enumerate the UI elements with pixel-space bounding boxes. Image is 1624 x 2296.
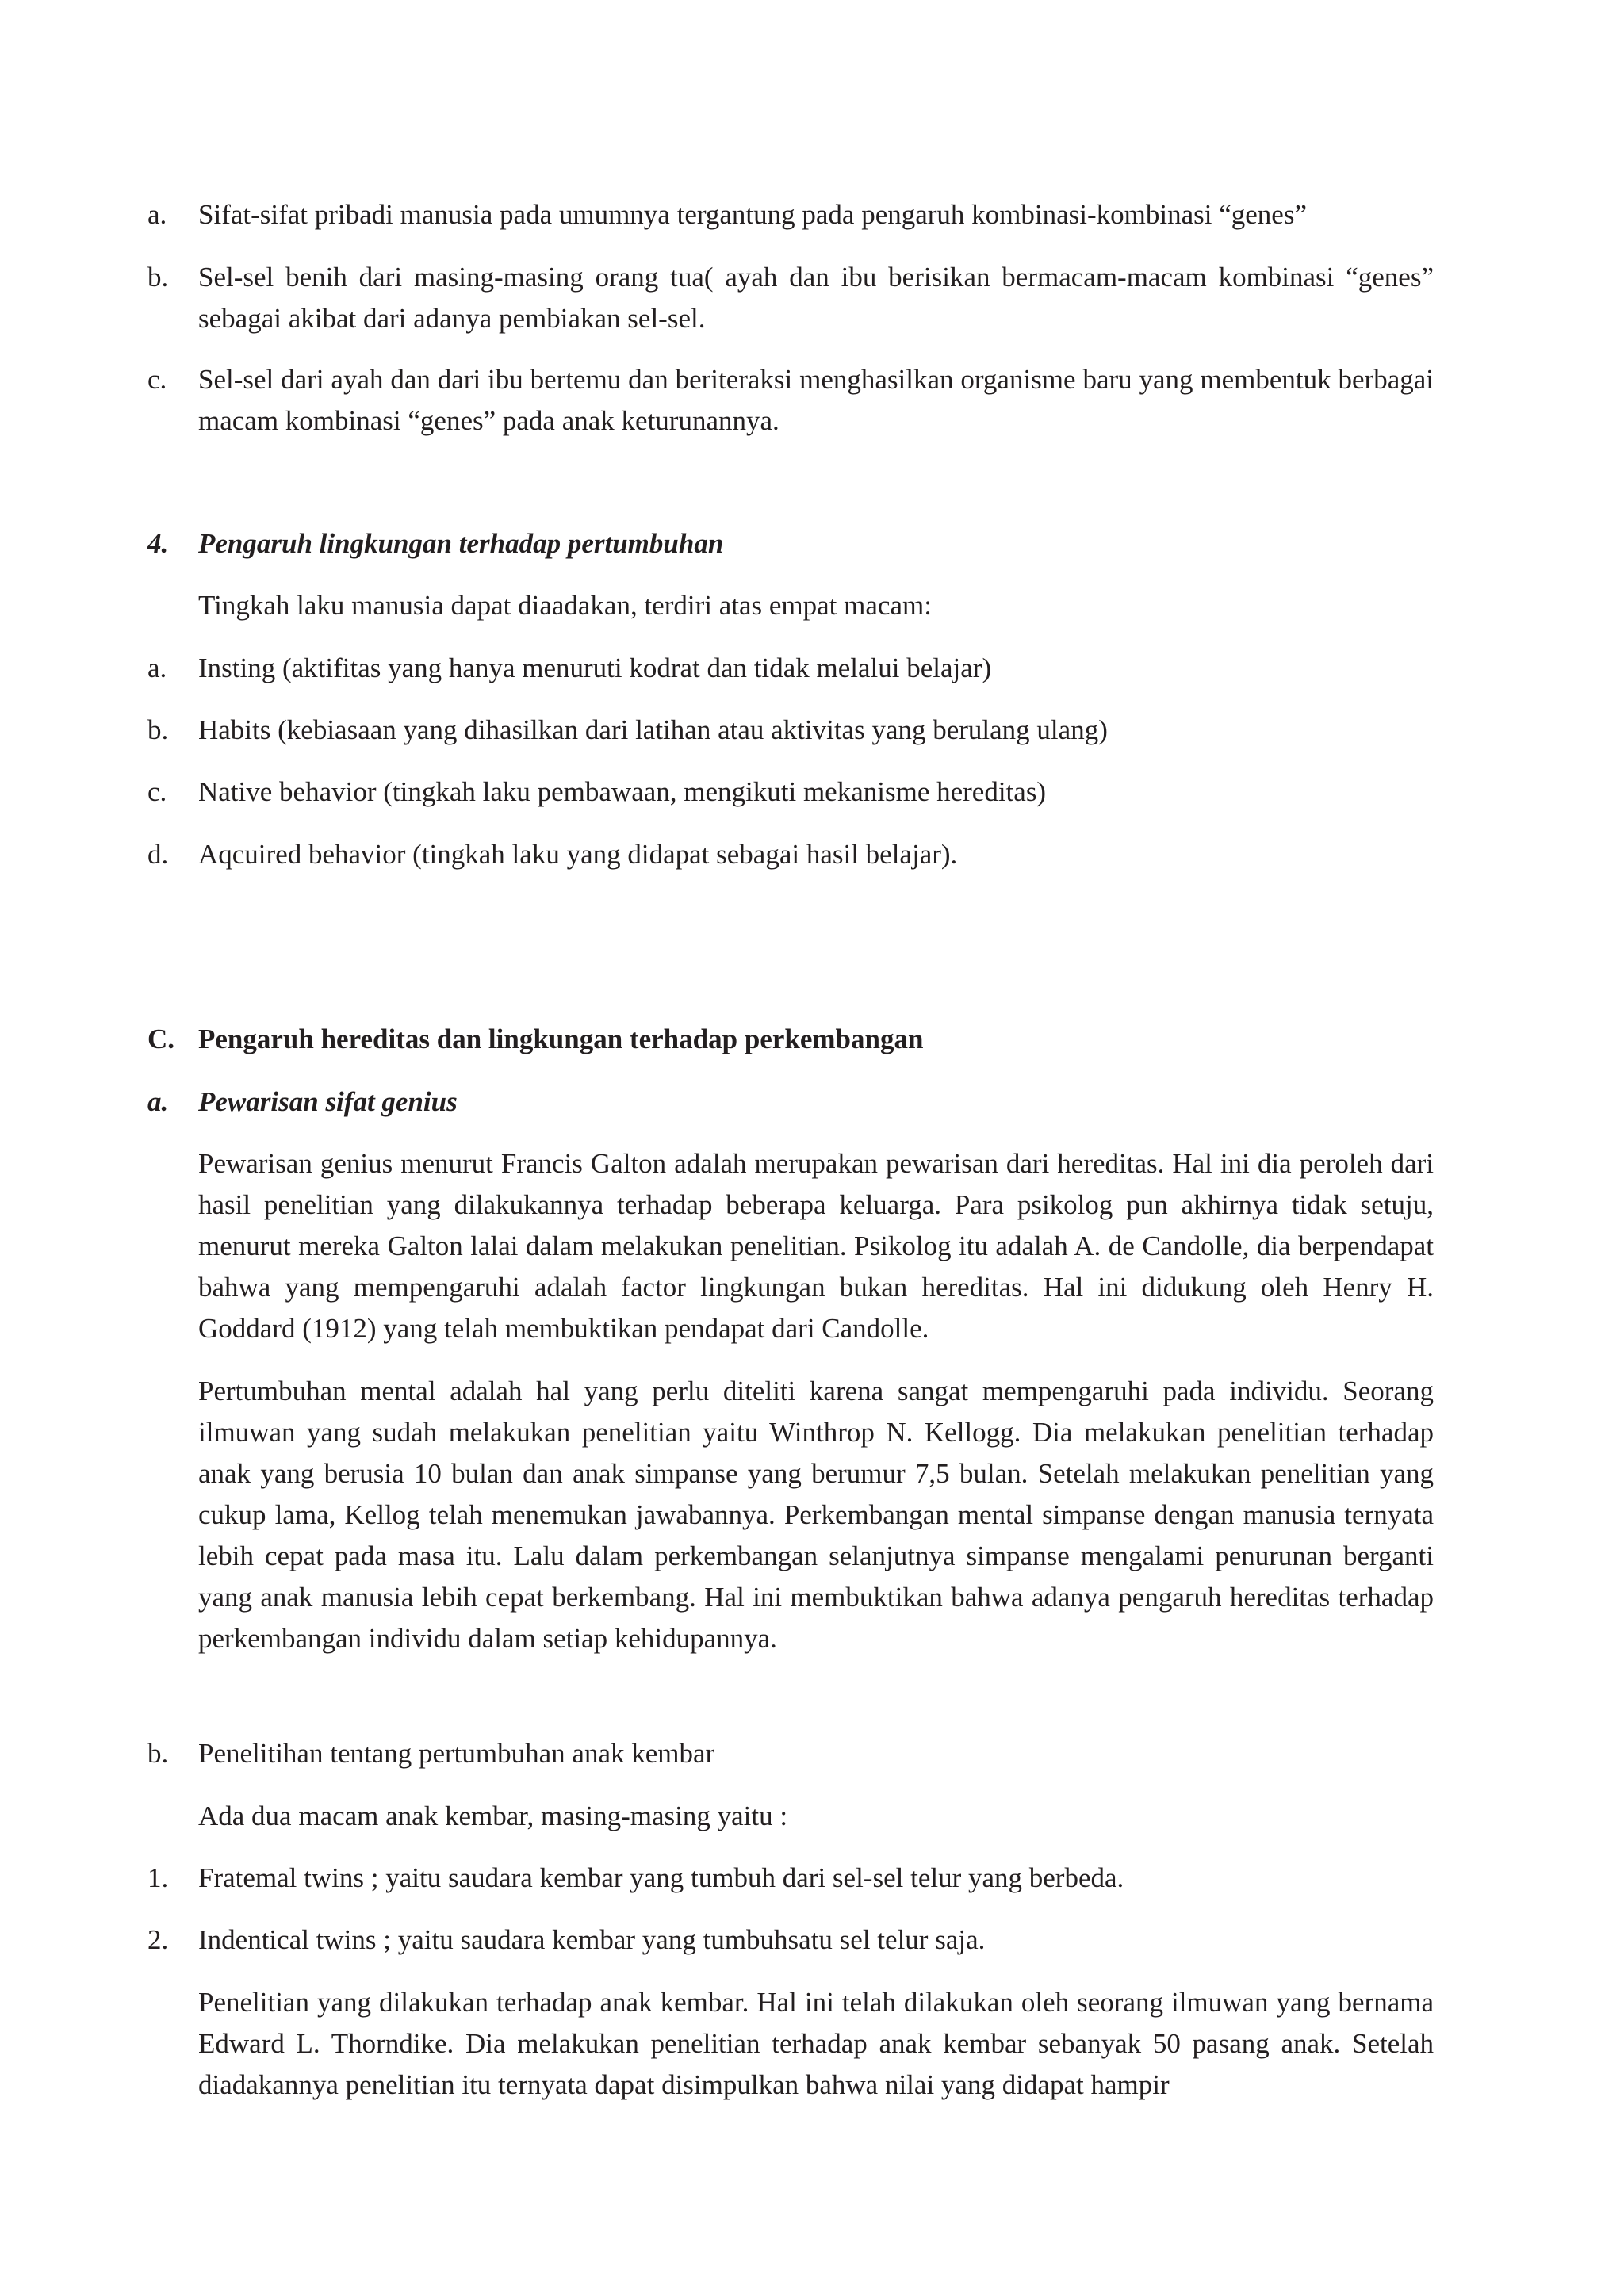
heading-number: b. <box>147 1738 169 1769</box>
heading-number: a. <box>147 1086 169 1117</box>
list-item <box>147 359 1434 442</box>
list-item <box>147 1858 1434 1899</box>
list-item-text: Aqcuired behavior (tingkah laku yang didapat sebagai hasil belajar). <box>198 839 958 870</box>
list-marker: 2. <box>147 1924 169 1955</box>
heading-text: Pewarisan sifat genius <box>198 1086 458 1117</box>
paragraph: Pewarisan genius menurut Francis Galton adalah merupakan pewarisan dari hereditas. Hal ini dia peroleh dari hasil penelitian yang dilakukannya terhadap beberapa keluarga. Para psikolog pun akhirnya tidak setuju, menurut mereka Galton lalai dalam melakukan penelitian. Psikolog itu adalah A. de Candolle, dia berpendapat bahwa yang mempengaruhi adalah factor lingkungan bukan hereditas. Hal ini didukung oleh Henry H. Goddard (1912) yang telah membuktikan pendapat dari Candolle. <box>198 1148 1434 1344</box>
list-item <box>147 648 1434 689</box>
subsection-heading <box>147 1081 1434 1123</box>
list-item-text: Fratemal twins ; yaitu saudara kembar yang tumbuh dari sel-sel telur yang berbeda. <box>198 1862 1124 1893</box>
paragraph: Ada dua macam anak kembar, masing-masing yaitu : <box>198 1800 788 1831</box>
list-marker: 1. <box>147 1862 169 1893</box>
list-item-text: Sel-sel dari ayah dan dari ibu bertemu dan beriteraksi menghasilkan organisme baru yang membentuk berbagai macam kombinasi “genes” pada anak keturunannya. <box>198 364 1434 436</box>
list-marker: b. <box>147 262 169 293</box>
list-item-text: Sifat-sifat pribadi manusia pada umumnya tergantung pada pengaruh kombinasi-kombinasi “genes” <box>198 199 1308 230</box>
list-item-text: Insting (aktifitas yang hanya menuruti kodrat dan tidak melalui belajar) <box>198 652 992 683</box>
list-item-text: Indentical twins ; yaitu saudara kembar yang tumbuhsatu sel telur saja. <box>198 1924 986 1955</box>
heading-number: C. <box>147 1024 175 1054</box>
list-item <box>147 771 1434 813</box>
list-item-text: Habits (kebiasaan yang dihasilkan dari latihan atau aktivitas yang berulang ulang) <box>198 714 1108 745</box>
list-marker: b. <box>147 714 169 745</box>
paragraph: Penelitian yang dilakukan terhadap anak kembar. Hal ini telah dilakukan oleh seorang ilmuwan yang bernama Edward L. Thorndike. Dia melakukan penelitian terhadap anak kembar sebanyak 50 pasang anak. Setelah diadakannya penelitian itu ternyata dapat disimpulkan bahwa nilai yang didapat hampir <box>198 1987 1434 2100</box>
list-marker: a. <box>147 652 167 683</box>
list-item <box>147 710 1434 751</box>
list-marker: c. <box>147 776 167 807</box>
section-heading <box>147 1019 1434 1060</box>
list-item <box>147 194 1434 235</box>
list-marker: d. <box>147 839 169 870</box>
heading-number: 4. <box>147 528 169 559</box>
list-item <box>147 257 1434 339</box>
list-item <box>147 834 1434 875</box>
list-item <box>147 1919 1434 1961</box>
list-item-text: Native behavior (tingkah laku pembawaan, mengikuti mekanisme hereditas) <box>198 776 1047 807</box>
paragraph: Tingkah laku manusia dapat diaadakan, terdiri atas empat macam: <box>198 590 932 621</box>
heading-text: Penelitihan tentang pertumbuhan anak kembar <box>198 1738 715 1769</box>
list-item-text: Sel-sel benih dari masing-masing orang tua( ayah dan ibu berisikan bermacam-macam kombinasi “genes” sebagai akibat dari adanya pembiakan sel-sel. <box>198 262 1434 334</box>
list-marker: a. <box>147 199 167 230</box>
subsection-heading <box>147 1733 1434 1774</box>
heading-text: Pengaruh hereditas dan lingkungan terhadap perkembangan <box>198 1024 924 1054</box>
paragraph: Pertumbuhan mental adalah hal yang perlu diteliti karena sangat mempengaruhi pada individu. Seorang ilmuwan yang sudah melakukan penelitian yaitu Winthrop N. Kellogg. Dia melakukan penelitian terhadap anak yang berusia 10 bulan dan anak simpanse yang berumur 7,5 bulan. Setelah melakukan penelitian yang cukup lama, Kellog telah menemukan jawabannya. Perkembangan mental simpanse dengan manusia ternyata lebih cepat pada masa itu. Lalu dalam perkembangan selanjutnya simpanse mengalami penurunan berganti yang anak manusia lebih cepat berkembang. Hal ini membuktikan bahwa adanya pengaruh hereditas terhadap perkembangan individu dalam setiap kehidupannya. <box>198 1376 1434 1654</box>
list-marker: c. <box>147 364 167 395</box>
section-heading <box>147 523 1434 564</box>
heading-text: Pengaruh lingkungan terhadap pertumbuhan <box>198 528 724 559</box>
